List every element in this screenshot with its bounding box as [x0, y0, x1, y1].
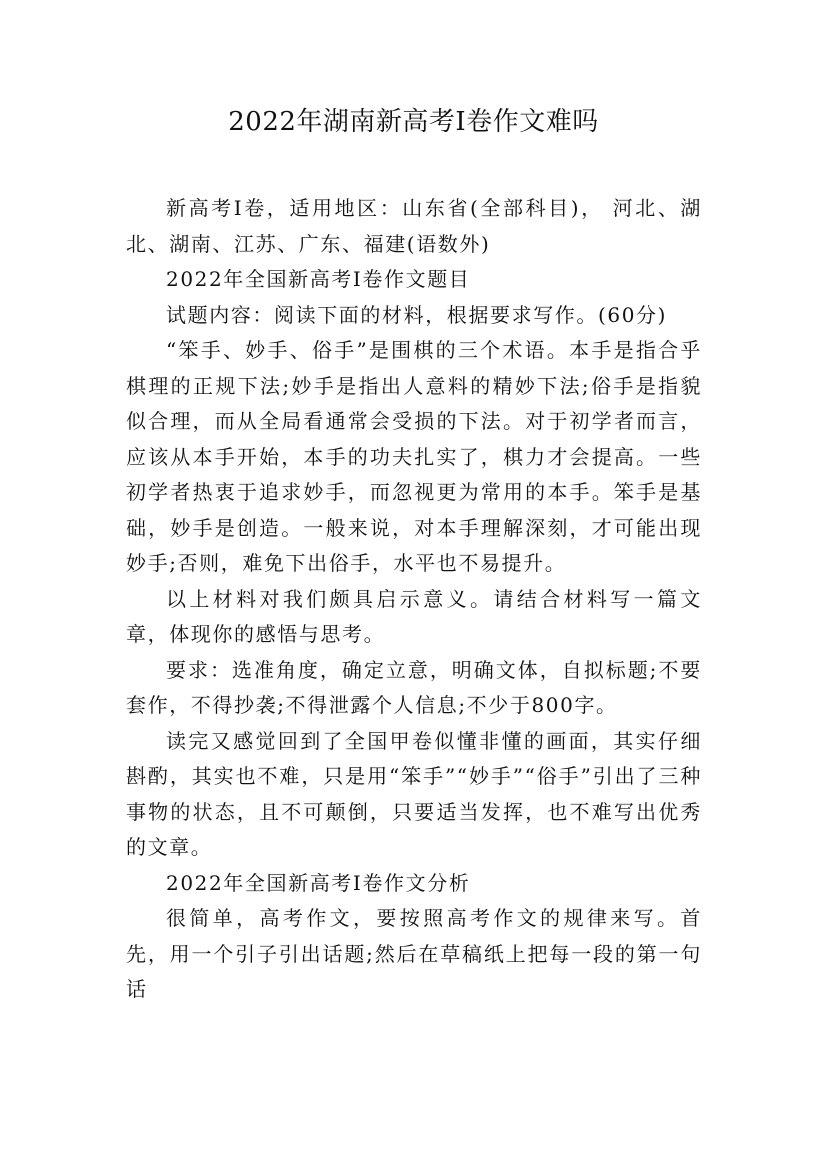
document-title: 2022年湖南新高考Ⅰ卷作文难吗 — [228, 107, 599, 137]
paragraph-heading-essay-analysis: 2022年全国新高考Ⅰ卷作文分析 — [166, 870, 471, 895]
paragraph-instruction: 以上材料对我们颇具启示意义。请结合材料写一篇文章，体现你的感悟与思考。 — [126, 586, 702, 646]
paragraph-material: “笨手、妙手、俗手”是围棋的三个术语。本手是指合乎棋理的正规下法;妙手是指出人意料的精妙下法;俗手是指貌似合理，而从全局看通常会受损的下法。对于初学者而言，应该从本手开始，本手的功夫扎实了，棋力才会提高。一些初学者热衷于追求妙手，而忽视更为常用的本手。笨手是基础，妙手是创造。一般来说，对本手理解深刻，才可能出现妙手;否则，难免下出俗手，水平也不易提升。 — [126, 338, 702, 575]
paragraph-analysis: 很简单，高考作文，要按照高考作文的规律来写。首先，用一个引子引出话题;然后在草稿纸上把每一段的第一句话 — [126, 906, 702, 1001]
paragraph-question-content: 试题内容：阅读下面的材料，根据要求写作。(60分) — [166, 302, 668, 327]
paragraph-requirements: 要求：选准角度，确定立意，明确文体，自拟标题;不要套作，不得抄袭;不得泄露个人信息;不少于800字。 — [126, 657, 702, 717]
document-body — [126, 191, 702, 1008]
paragraph-commentary: 读完又感觉回到了全国甲卷似懂非懂的画面，其实仔细斟酌，其实也不难，只是用“笨手”“妙手”“俗手”引出了三种事物的状态，且不可颠倒，只要适当发挥，也不难写出优秀的文章。 — [126, 728, 702, 859]
paragraph-heading-essay-topic: 2022年全国新高考Ⅰ卷作文题目 — [166, 267, 471, 291]
paragraph-applicable-regions: 新高考Ⅰ卷，适用地区：山东省(全部科目)， 河北、湖北、湖南、江苏、广东、福建(语数外) — [126, 196, 702, 256]
